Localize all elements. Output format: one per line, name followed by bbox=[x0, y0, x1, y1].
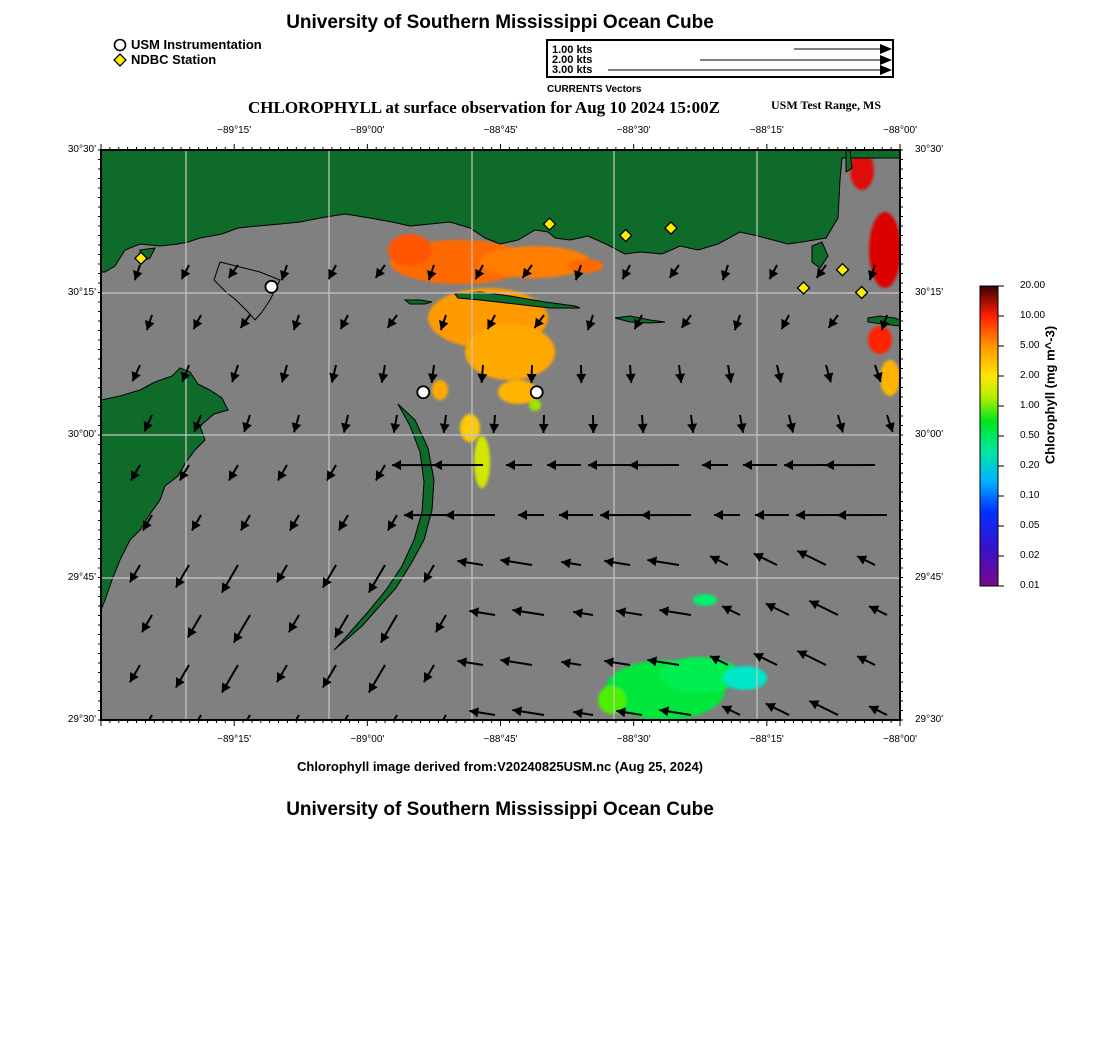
chl-patch bbox=[529, 399, 541, 411]
chl-patch bbox=[460, 414, 480, 442]
lon-tick-label-bottom: −88°15' bbox=[749, 734, 784, 745]
colorbar-label: 20.00 bbox=[1020, 280, 1046, 291]
legend-label-usm: USM Instrumentation bbox=[131, 37, 262, 52]
lat-tick-label-left: 30°00' bbox=[67, 429, 96, 440]
region-label: USM Test Range, MS bbox=[771, 98, 882, 112]
lon-tick-label-top: −88°15' bbox=[749, 125, 784, 136]
vector-legend-label-3: 3.00 kts bbox=[552, 64, 593, 76]
footer-title: University of Southern Mississippi Ocean Cube bbox=[286, 799, 714, 820]
chl-patch bbox=[432, 380, 448, 400]
source-note: Chlorophyll image derived from:V20240825USM.nc (Aug 25, 2024) bbox=[296, 759, 704, 774]
lon-tick-label-bottom: −89°15' bbox=[217, 734, 252, 745]
vector-legend-caption: CURRENTS Vectors bbox=[547, 84, 642, 95]
legend-label-ndbc: NDBC Station bbox=[131, 52, 217, 67]
lat-tick-label-left: 30°30' bbox=[67, 144, 96, 155]
colorbar bbox=[980, 286, 998, 586]
colorbar-label: 5.00 bbox=[1020, 340, 1040, 351]
usm-instrument-marker bbox=[531, 386, 543, 398]
colorbar-label: 10.00 bbox=[1020, 310, 1046, 321]
colorbar-label: 2.00 bbox=[1020, 370, 1040, 381]
colorbar-label: 0.20 bbox=[1020, 460, 1040, 471]
map-area bbox=[101, 150, 901, 743]
chl-patch bbox=[474, 436, 490, 488]
colorbar-label: 0.05 bbox=[1020, 520, 1040, 531]
page-title: University of Southern Mississippi Ocean Cube bbox=[286, 12, 714, 33]
chl-patch bbox=[388, 234, 432, 266]
lon-tick-label-top: −88°45' bbox=[483, 125, 518, 136]
usm-instrument-marker bbox=[417, 386, 429, 398]
lon-tick-label-top: −88°00' bbox=[883, 125, 917, 136]
usm-instrument-marker bbox=[265, 281, 277, 293]
colorbar-label: 1.00 bbox=[1020, 400, 1040, 411]
colorbar-ticks bbox=[998, 286, 1004, 586]
lat-tick-label-right: 30°15' bbox=[915, 286, 944, 298]
lon-tick-label-bottom: −88°30' bbox=[616, 734, 651, 745]
colorbar-label: 0.50 bbox=[1020, 430, 1040, 441]
chl-patch bbox=[869, 212, 901, 288]
lon-tick-label-bottom: −88°45' bbox=[483, 734, 518, 745]
colorbar-label: 0.10 bbox=[1020, 490, 1040, 501]
vector-legend-label-1: 1.00 kts bbox=[552, 44, 593, 56]
current-vector-head bbox=[289, 722, 298, 732]
lat-tick-label-left: 30°15' bbox=[67, 286, 96, 298]
lat-tick-label-right: 29°45' bbox=[915, 571, 944, 583]
current-vector-head bbox=[142, 722, 151, 732]
chl-patch bbox=[465, 324, 555, 380]
lon-tick-label-top: −89°15' bbox=[217, 125, 252, 136]
chl-patch bbox=[567, 259, 603, 273]
colorbar-title: Chlorophyll (mg m^-3) bbox=[1042, 325, 1058, 465]
lon-tick-label-top: −89°00' bbox=[350, 125, 385, 136]
lon-tick-label-top: −88°30' bbox=[616, 125, 651, 136]
colorbar-label: 0.01 bbox=[1020, 580, 1040, 591]
lat-tick-label-left: 29°30' bbox=[67, 714, 96, 725]
lat-tick-label-right: 30°30' bbox=[915, 144, 944, 155]
vector-legend-label-2: 2.00 kts bbox=[552, 54, 593, 66]
map-subtitle: CHLOROPHYLL at surface observation for Aug 10 2024 15:00Z bbox=[248, 98, 720, 117]
lon-tick-label-bottom: −89°00' bbox=[350, 734, 385, 745]
lon-tick-label-bottom: −88°00' bbox=[883, 734, 917, 745]
chl-patch bbox=[693, 594, 717, 606]
colorbar-label: 0.02 bbox=[1020, 550, 1040, 561]
lat-tick-label-right: 30°00' bbox=[915, 429, 944, 440]
chl-patch bbox=[723, 666, 767, 690]
lat-tick-label-right: 29°30' bbox=[915, 714, 944, 725]
lat-tick-label-left: 29°45' bbox=[67, 571, 96, 583]
current-vector-head bbox=[436, 722, 445, 732]
chl-patch bbox=[880, 360, 900, 396]
chl-patch bbox=[868, 326, 892, 354]
